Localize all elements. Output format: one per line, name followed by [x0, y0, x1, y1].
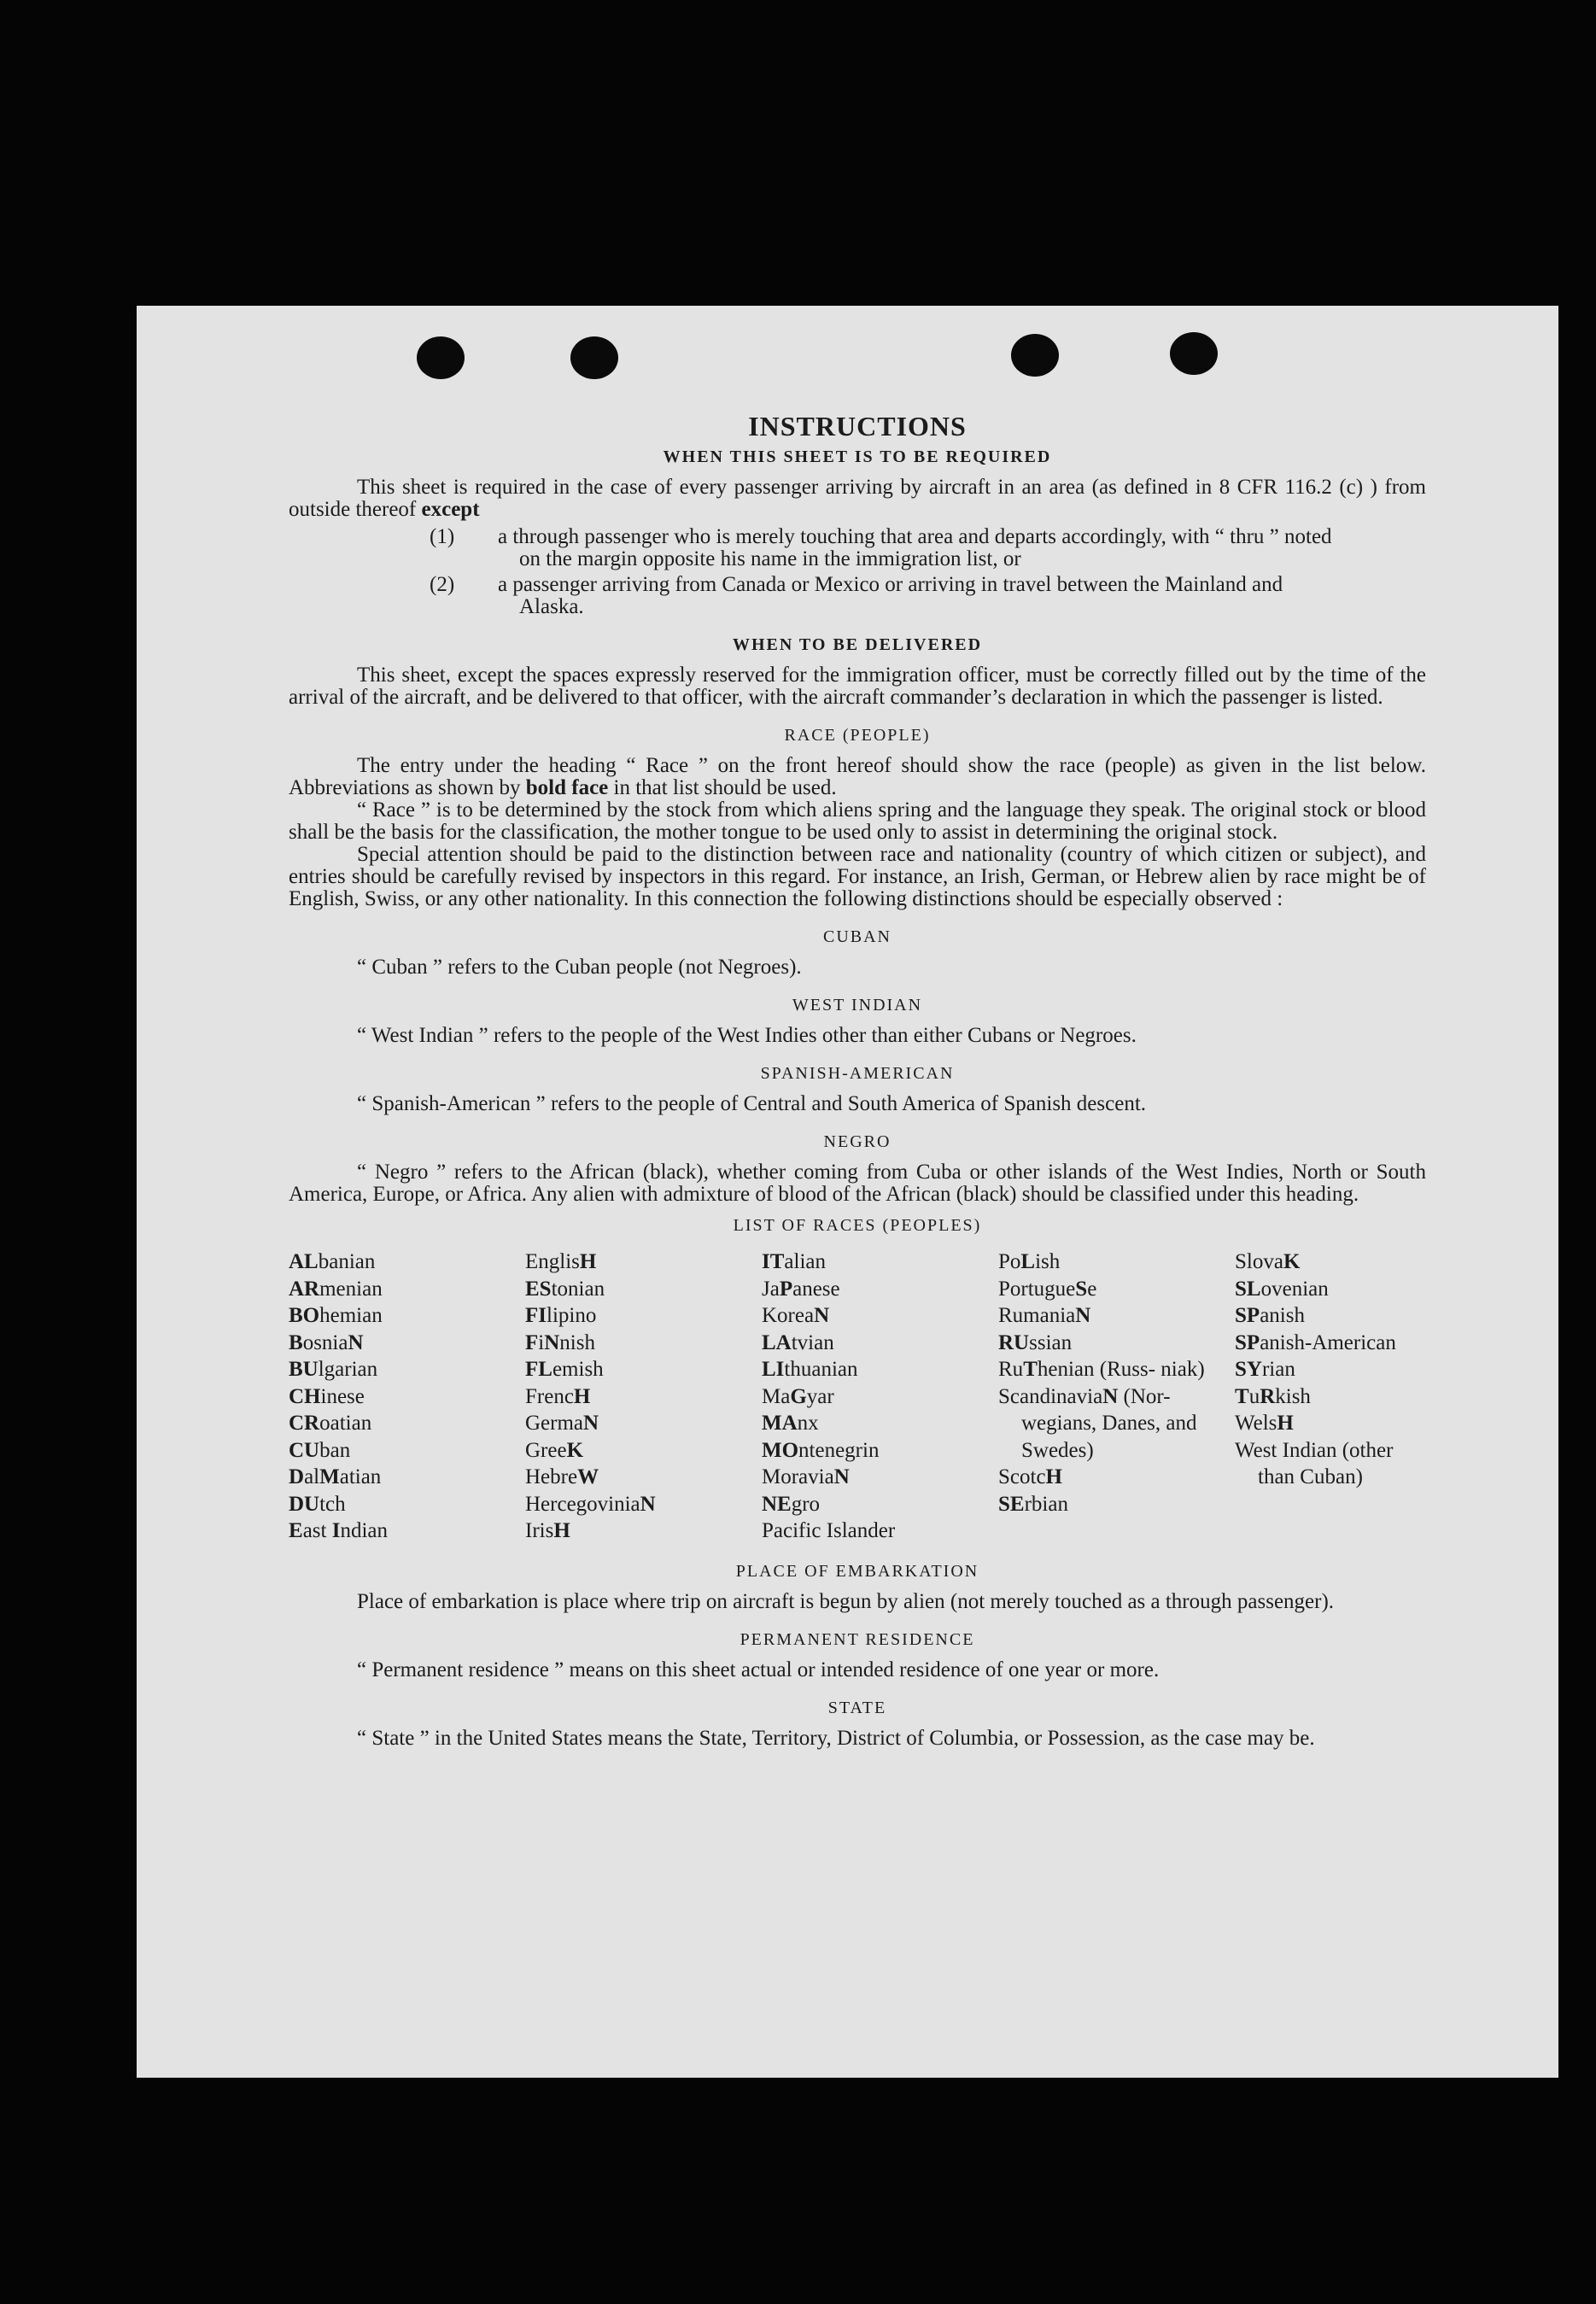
punch-hole — [417, 336, 465, 379]
race-entry: CRoatian — [289, 1412, 372, 1435]
race-entry: ScotcH — [998, 1465, 1062, 1488]
race-entry: FiNnish — [525, 1330, 595, 1354]
paragraph: “ Negro ” refers to the African (black), whether coming from Cuba or other islands of the West Indies, North or South America, Europe, or Africa. Any alien with admixture of blood of the African (black) should be classified under this heading. — [289, 1161, 1426, 1206]
race-entry: West Indian (other than Cuban) — [1235, 1438, 1394, 1488]
race-entry: SPanish-American — [1235, 1330, 1396, 1354]
race-entry: SLovenian — [1235, 1277, 1329, 1301]
race-column — [998, 1248, 1235, 1545]
punch-hole — [570, 336, 618, 379]
race-entry: ScandinaviaN (Nor- wegians, Danes, and Swedes) — [998, 1384, 1197, 1462]
race-entry: East Indian — [289, 1519, 388, 1542]
race-column — [1235, 1248, 1426, 1545]
paragraph: “ State ” in the United States means the State, Territory, District of Columbia, or Possession, as the case may be. — [357, 1726, 1315, 1750]
race-entry: CUban — [289, 1438, 351, 1462]
section-heading: CUBAN — [822, 927, 892, 946]
paragraph: “ Permanent residence ” means on this sheet actual or intended residence of one year or more. — [357, 1658, 1160, 1681]
race-entry: MoraviaN — [762, 1465, 850, 1488]
race-entry: LIthuanian — [762, 1358, 858, 1381]
race-entry: WelsH — [1235, 1412, 1294, 1435]
race-entry: BUlgarian — [289, 1358, 378, 1381]
list-item: (2) a passenger arriving from Canada or Mexico or arriving in travel between the Mainland and Alaska. — [430, 573, 1283, 618]
race-column — [762, 1248, 998, 1545]
section-heading: STATE — [827, 1698, 887, 1717]
section-heading: WHEN TO BE DELIVERED — [732, 635, 983, 654]
race-entry: DalMatian — [289, 1465, 382, 1488]
paragraph: Special attention should be paid to the distinction between race and nationality (country of which citizen or subject), and entries should be carefully revised by inspectors in this regard. For instance, an Irish, German, or Hebrew alien by race might be of English, Swiss, or any other nationality. In this connection the following distinctions should be especially observed : — [289, 843, 1426, 910]
race-entry: Pacific Islander — [762, 1519, 896, 1542]
race-entry: ARmenian — [289, 1277, 383, 1301]
section-heading: WEST INDIAN — [792, 996, 923, 1015]
punch-hole — [1011, 334, 1059, 377]
section-heading: LIST OF RACES (PEOPLES) — [733, 1216, 982, 1235]
race-entry: SlovaK — [1235, 1250, 1301, 1273]
race-entry: PoLish — [998, 1250, 1061, 1273]
race-entry: SPanish — [1235, 1304, 1305, 1327]
race-entry: LAtvian — [762, 1330, 834, 1354]
section-heading: PLACE OF EMBARKATION — [735, 1561, 979, 1581]
document-page — [137, 306, 1558, 2078]
race-entry: GermaN — [525, 1412, 599, 1435]
race-entry: MAnx — [762, 1412, 819, 1435]
paragraph: “ West Indian ” refers to the people of the West Indies other than either Cubans or Negroes. — [357, 1024, 1137, 1047]
section-heading: PERMANENT RESIDENCE — [740, 1629, 975, 1649]
race-entry: GreeK — [525, 1438, 584, 1462]
race-entry: HercegoviniaN — [525, 1492, 656, 1516]
section-heading: WHEN THIS SHEET IS TO BE REQUIRED — [663, 447, 1052, 466]
race-entry: RuThenian (Russ- niak) — [998, 1358, 1205, 1381]
paragraph: “ Cuban ” refers to the Cuban people (not Negroes). — [357, 956, 802, 979]
race-entry: RumaniaN — [998, 1304, 1091, 1327]
race-entry: MOntenegrin — [762, 1438, 880, 1462]
race-entry: FIlipino — [525, 1304, 597, 1327]
race-entry: IrisH — [525, 1519, 570, 1542]
race-column — [525, 1248, 762, 1545]
race-entry: JaPanese — [762, 1277, 840, 1301]
race-entry: BosniaN — [289, 1330, 364, 1354]
paragraph: “ Spanish-American ” refers to the people of Central and South America of Spanish descent. — [357, 1092, 1147, 1115]
list-item: (1) a through passenger who is merely touching that area and departs accordingly, with “ thru ” noted on the margin opposite his name in the immigration list, or — [430, 525, 1332, 570]
race-entry: FLemish — [525, 1358, 604, 1381]
instructions-body — [289, 411, 1426, 1750]
race-entry: BOhemian — [289, 1304, 383, 1327]
race-entry: ITalian — [762, 1250, 826, 1273]
punch-hole — [1170, 332, 1218, 375]
race-entry: FrencH — [525, 1384, 591, 1408]
race-entry: HebreW — [525, 1465, 599, 1488]
paragraph: Place of embarkation is place where trip on aircraft is begun by alien (not merely touched as a through passenger). — [357, 1589, 1335, 1613]
race-list — [289, 1248, 1426, 1545]
race-entry: DUtch — [289, 1492, 346, 1516]
race-entry: EnglisH — [525, 1250, 597, 1273]
race-entry: MaGyar — [762, 1384, 834, 1408]
race-entry: EStonian — [525, 1277, 605, 1301]
paragraph: The entry under the heading “ Race ” on the front hereof should show the race (people) as given in the list below. Abbreviations as shown by bold face in that list should be used. — [289, 754, 1426, 799]
race-entry: CHinese — [289, 1384, 365, 1408]
race-entry: RUssian — [998, 1330, 1073, 1354]
paragraph: This sheet, except the spaces expressly reserved for the immigration officer, must be correctly filled out by the time of the arrival of the aircraft, and be delivered to that officer, with the aircraft commander’s declaration in which the passenger is listed. — [289, 664, 1426, 709]
race-entry: TuRkish — [1235, 1384, 1311, 1408]
race-entry: ALbanian — [289, 1250, 376, 1273]
race-entry: NEgro — [762, 1492, 821, 1516]
section-heading: RACE (PEOPLE) — [784, 726, 931, 745]
section-heading: SPANISH-AMERICAN — [760, 1064, 955, 1083]
page-title: INSTRUCTIONS — [748, 411, 967, 442]
race-entry: SYrian — [1235, 1358, 1295, 1381]
race-column — [289, 1248, 525, 1545]
race-entry: PortugueSe — [998, 1277, 1097, 1301]
paragraph: This sheet is required in the case of every passenger arriving by aircraft in an area (as defined in 8 CFR 116.2 (c) ) from outside thereof except — [289, 476, 1426, 521]
race-entry: KoreaN — [762, 1304, 830, 1327]
race-entry: SErbian — [998, 1492, 1068, 1516]
section-heading: NEGRO — [823, 1132, 892, 1151]
paragraph: “ Race ” is to be determined by the stock from which aliens spring and the language they speak. The original stock or blood shall be the basis for the classification, the mother tongue to be used only to assist in determining the original stock. — [289, 798, 1426, 844]
